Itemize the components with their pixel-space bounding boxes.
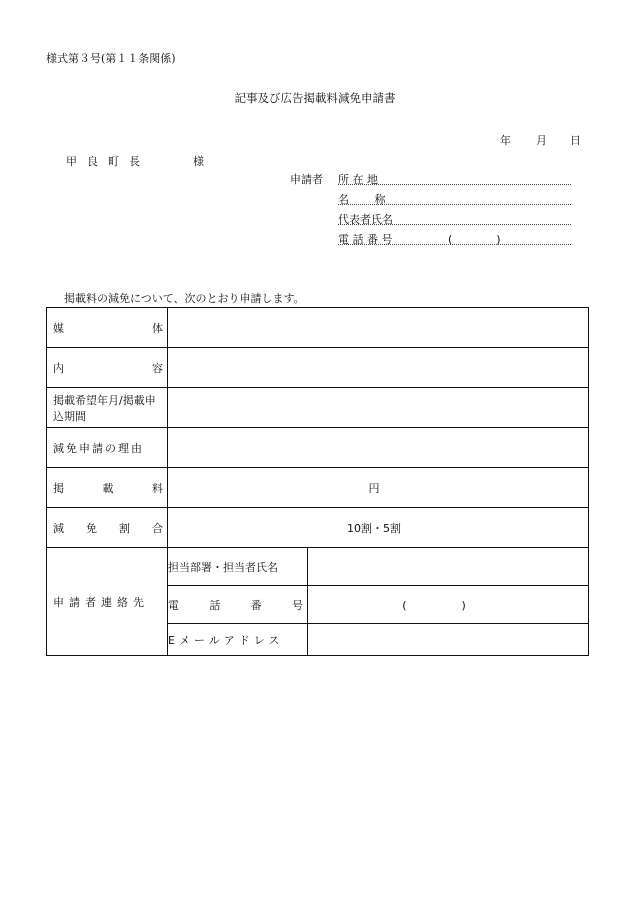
name-field[interactable] (338, 204, 571, 205)
phone-parens: ( ) (448, 233, 501, 246)
email-input[interactable] (308, 624, 589, 656)
addressee: 甲良町長 (66, 155, 150, 168)
content-input[interactable] (168, 348, 589, 388)
row-content (47, 348, 589, 388)
application-table (46, 307, 589, 656)
row-fee (47, 468, 589, 508)
applicant-label: 申請者 (290, 173, 323, 186)
date-year-label: 年 (500, 134, 511, 147)
medium-label: 媒 体 (47, 308, 168, 348)
medium-input[interactable] (168, 308, 589, 348)
row-medium (47, 308, 589, 348)
reason-input[interactable] (168, 428, 589, 468)
content-label: 内 容 (47, 348, 168, 388)
rate-input[interactable] (168, 508, 589, 548)
contact-phone-parens: ( ) (402, 598, 466, 612)
row-period (47, 388, 589, 428)
document-title: 記事及び広告掲載料減免申請書 (234, 91, 396, 105)
name-label: 名 称 (338, 193, 386, 206)
date-day-label: 日 (570, 134, 581, 147)
person-input[interactable] (308, 548, 589, 586)
rate-label: 減 免 割 合 (47, 508, 168, 548)
email-label: Eメールアドレス (168, 624, 308, 656)
contact-label: 申請者連絡先 (47, 548, 168, 656)
period-input[interactable] (168, 388, 589, 428)
person-label: 担当部署・担当者氏名 (168, 548, 308, 586)
fee-input[interactable] (168, 468, 589, 508)
row-rate (47, 508, 589, 548)
rate-options: 10割・5割 (347, 521, 401, 535)
address-field[interactable] (338, 184, 571, 185)
phone-label: 電 話 番 号 (338, 233, 393, 246)
date-month-label: 月 (536, 134, 547, 147)
fee-label: 掲 載 料 (47, 468, 168, 508)
period-label: 掲載希望年月/掲載申込期間 (47, 388, 168, 428)
row-reason (47, 428, 589, 468)
intro-text: 掲載料の減免について、次のとおり申請します。 (64, 292, 305, 305)
contact-phone-input[interactable] (308, 586, 589, 624)
honorific: 様 (193, 155, 204, 168)
address-label: 所 在 地 (338, 173, 378, 186)
row-contact-person (47, 548, 589, 586)
yen-unit: 円 (368, 481, 380, 495)
representative-label: 代表者氏名 (338, 213, 393, 226)
reason-label: 減免申請の理由 (47, 428, 168, 468)
contact-phone-label: 電 話 番 号 (168, 586, 308, 624)
phone-field[interactable] (338, 244, 571, 245)
representative-field[interactable] (338, 224, 571, 225)
form-number: 様式第３号(第１１条関係) (46, 52, 176, 65)
